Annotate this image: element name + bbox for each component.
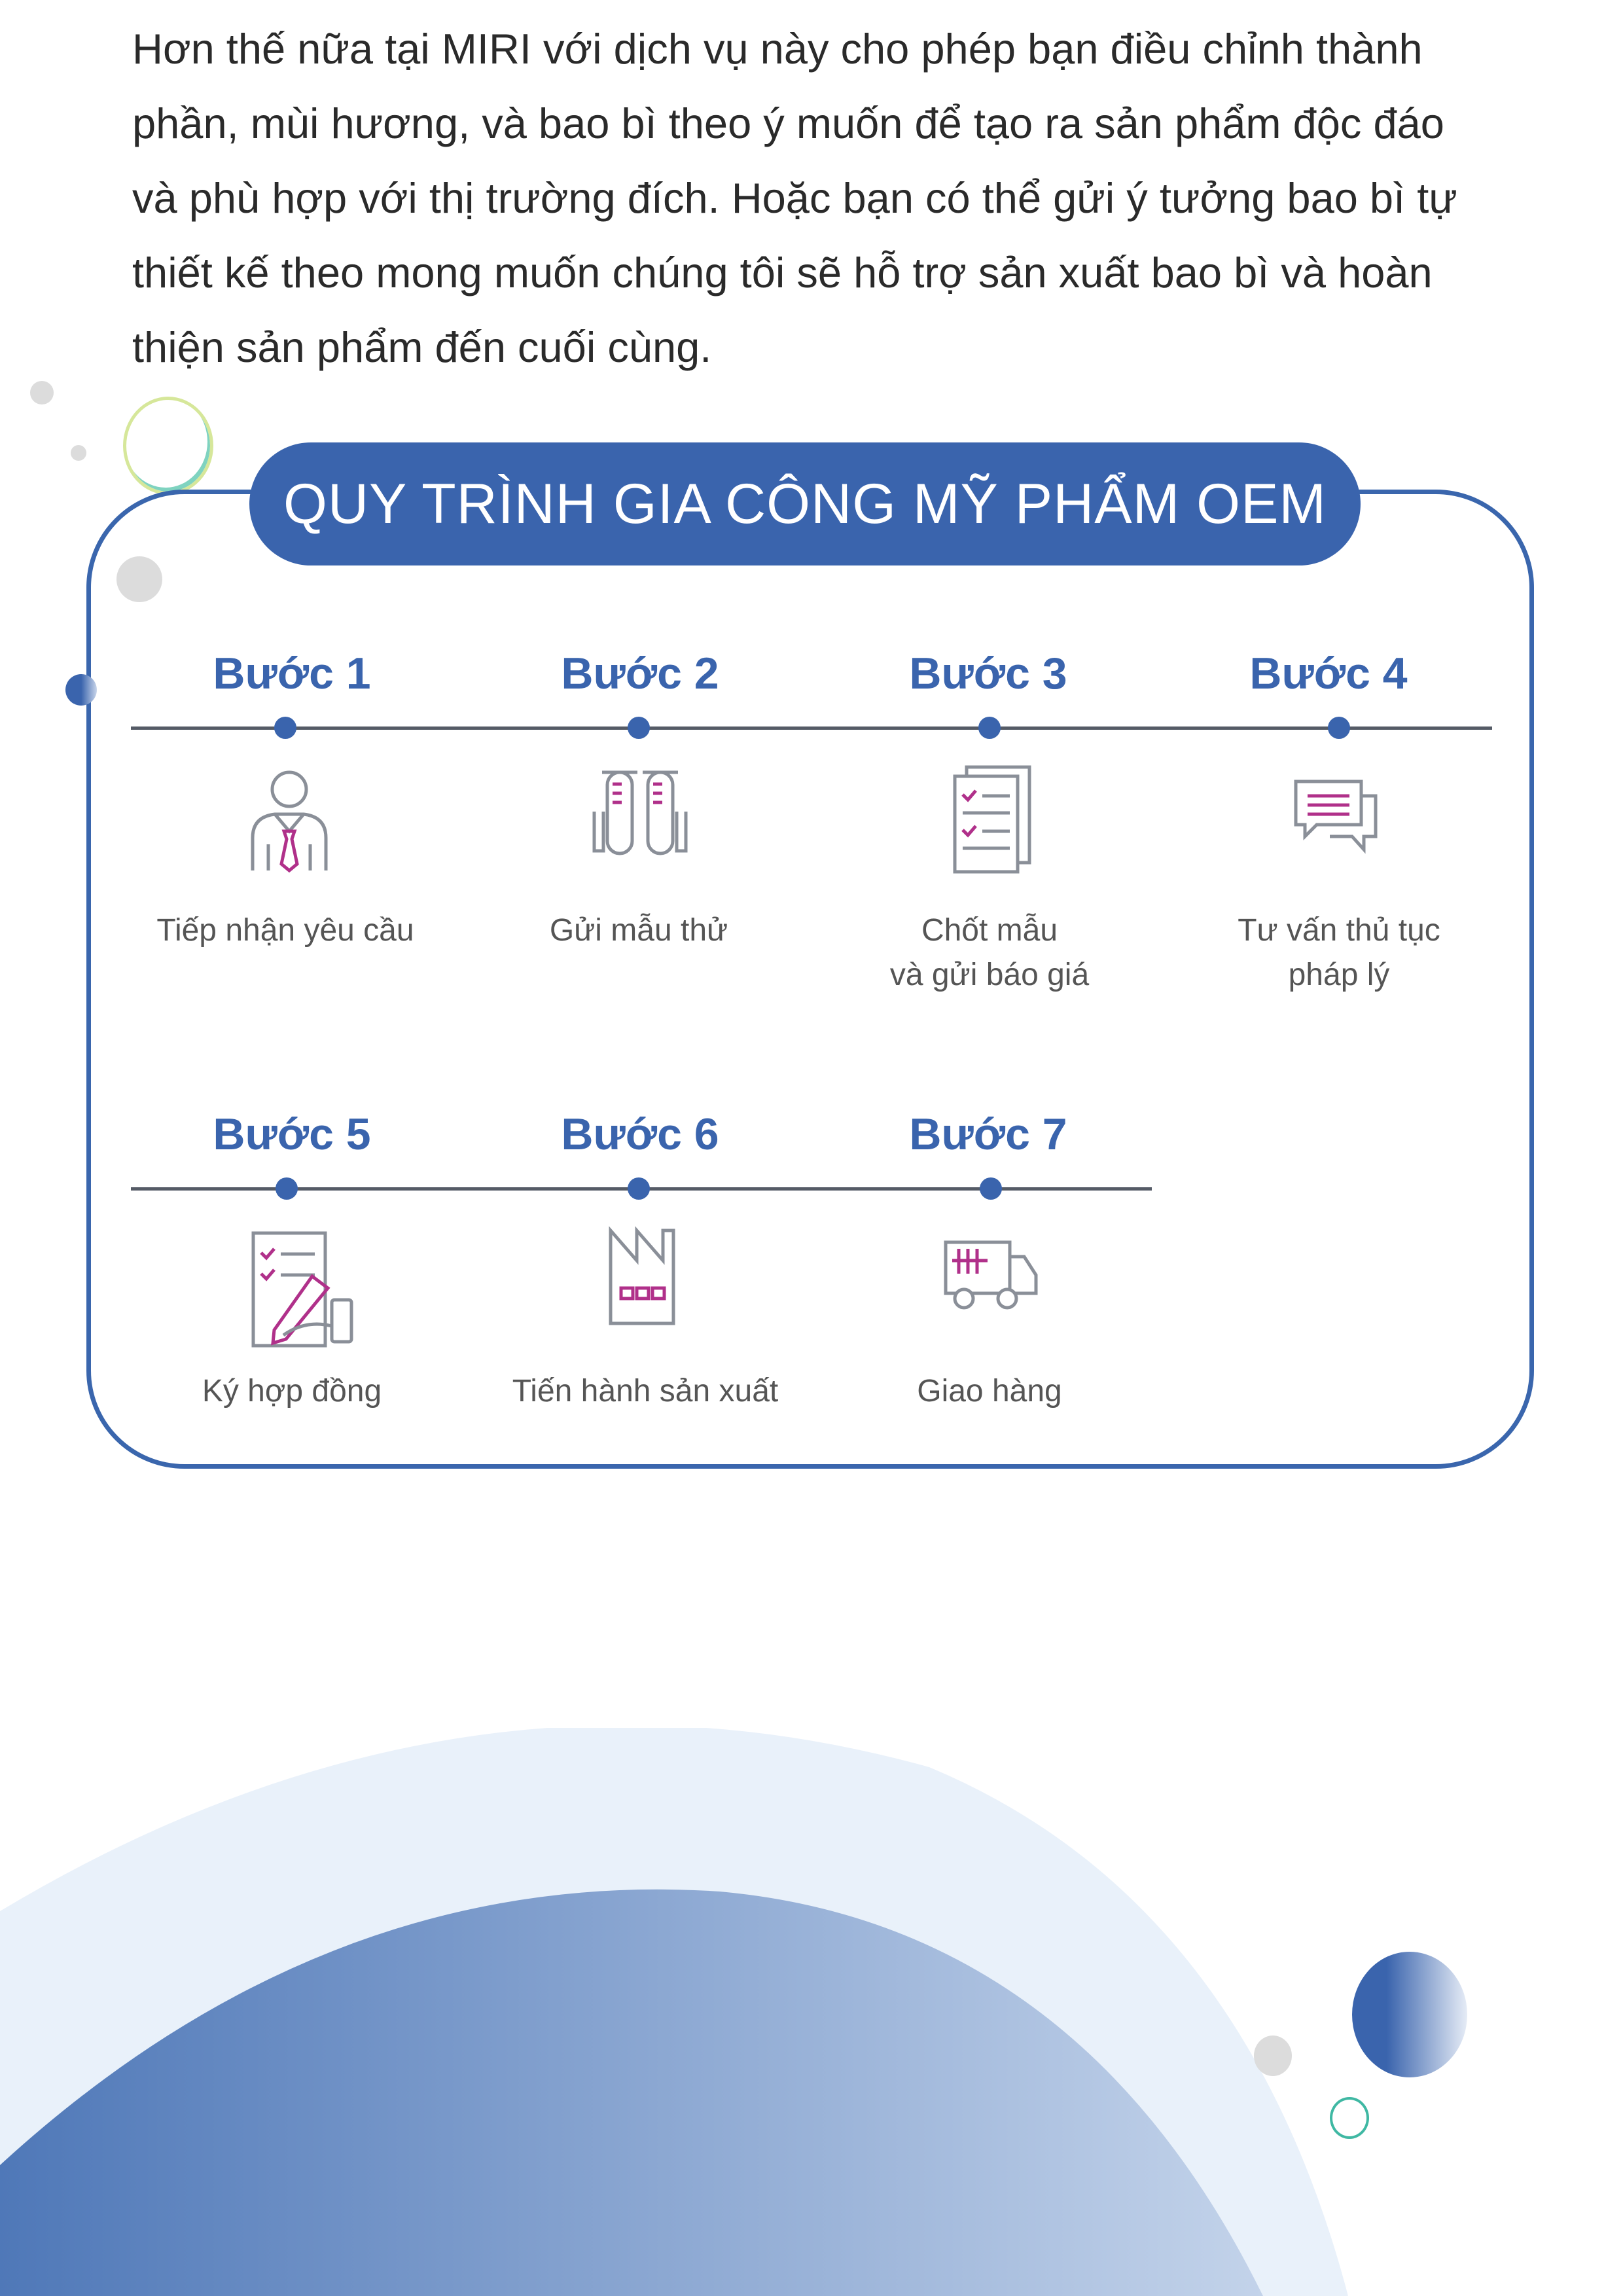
step-6-dot	[628, 1177, 650, 1200]
step-1-text: Tiếp nhận yêu cầu	[156, 913, 414, 948]
step-5-label: Bước 5	[213, 1109, 371, 1159]
step-1-label: Bước 1	[213, 649, 371, 698]
step-2-label: Bước 2	[561, 649, 719, 698]
checklist-document-icon	[948, 763, 1033, 874]
step-2-dot	[628, 717, 650, 739]
intro-line: Hơn thế nữa tại MIRI với dịch vụ này cho phép bạn điều chỉnh thành	[132, 25, 1423, 73]
step-5-text: Ký hợp đồng	[202, 1374, 382, 1408]
step-6-text: Tiến hành sản xuất	[512, 1374, 779, 1408]
decor-gradient-dot	[1352, 1952, 1467, 2077]
timeline-row-1	[131, 726, 1492, 730]
decor-dot	[1254, 2036, 1292, 2076]
contract-signing-icon	[247, 1228, 358, 1352]
decor-dot	[30, 381, 54, 404]
decor-dot	[116, 556, 162, 602]
step-7-label: Bước 7	[909, 1109, 1067, 1159]
process-title: QUY TRÌNH GIA CÔNG MỸ PHẨM OEM	[249, 442, 1361, 565]
test-tubes-icon	[588, 766, 692, 864]
step-7-dot	[980, 1177, 1002, 1200]
step-1-dot	[274, 717, 296, 739]
intro-line: và phù hợp với thị trường đích. Hoặc bạn có thể gửi ý tưởng bao bì tự	[132, 174, 1457, 222]
intro-line: thiết kế theo mong muốn chúng tôi sẽ hỗ trợ sản xuất bao bì và hoàn	[132, 249, 1433, 296]
factory-icon	[604, 1224, 689, 1329]
intro-paragraph	[132, 12, 1520, 385]
decor-ring	[123, 397, 213, 495]
decor-dot	[71, 445, 86, 461]
step-3-dot	[978, 717, 1001, 739]
step-3-label: Bước 3	[909, 649, 1067, 698]
decor-dot	[65, 674, 97, 706]
delivery-truck-icon	[942, 1237, 1040, 1316]
step-4-dot	[1328, 717, 1350, 739]
step-7-text: Giao hàng	[917, 1374, 1062, 1408]
intro-line: thiện sản phẩm đến cuối cùng.	[132, 323, 712, 371]
step-4-label: Bước 4	[1249, 649, 1408, 698]
intro-line: phần, mùi hương, và bao bì theo ý muốn để tạo ra sản phẩm độc đáo	[132, 99, 1444, 147]
decor-ring	[1330, 2097, 1369, 2139]
step-6-label: Bước 6	[561, 1109, 719, 1159]
chat-bubbles-icon	[1291, 776, 1382, 861]
step-4-text: Tư vấn thủ tục pháp lý	[1238, 913, 1440, 992]
person-icon	[243, 766, 335, 877]
step-2-text: Gửi mẫu thử	[549, 913, 728, 948]
step-5-dot	[276, 1177, 298, 1200]
step-3-text: Chốt mẫu và gửi báo giá	[889, 913, 1090, 992]
